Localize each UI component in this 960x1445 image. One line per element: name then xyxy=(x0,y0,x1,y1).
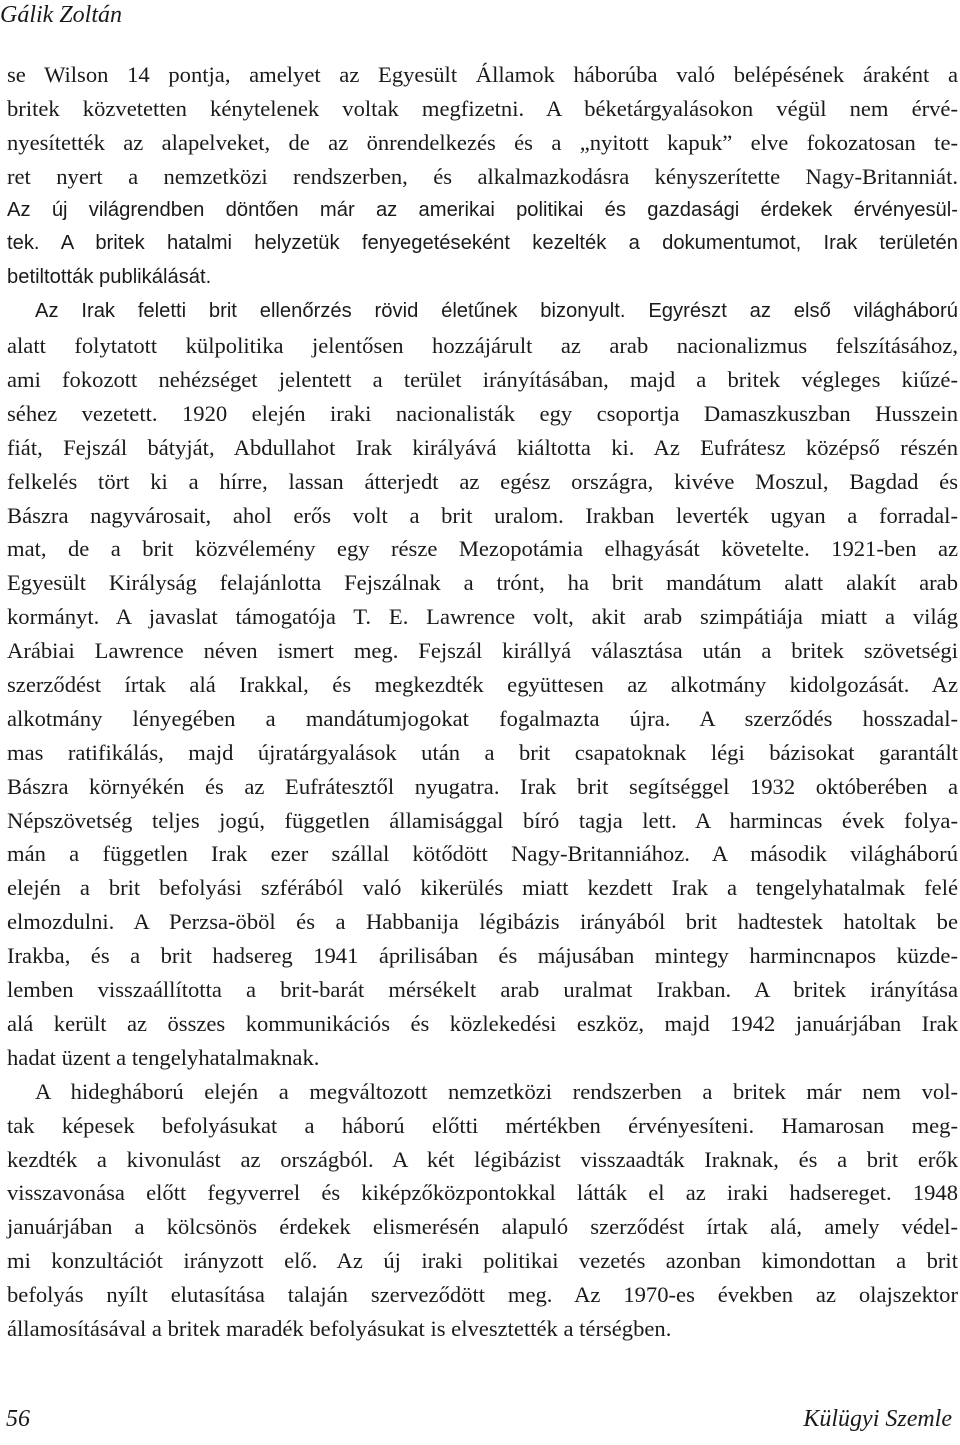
text-line: alatt folytatott külpolitika jelentősen hozzájárult az arab nacionalizmus felszításához, xyxy=(7,333,958,359)
text-line: befolyás nyílt elutasítása talaján szerveződött meg. Az 1970-es években az olajszektor xyxy=(7,1282,958,1308)
text-line: se Wilson 14 pontja, amelyet az Egyesült Államok háborúba való belépésének áraként a xyxy=(7,62,958,87)
text-line: kezdték a kivonulást az országból. A két légibázist visszaadták Iraknak, és a brit erők xyxy=(7,1146,958,1172)
journal-title: Külügyi Szemle xyxy=(803,1406,952,1432)
text-line: lemben visszaállította a brit-barát mérsékelt arab uralmat Irakban. A britek irányítása xyxy=(7,977,958,1003)
text-line: Az Irak feletti brit ellenőrzés rövid életűnek bizonyult. Egyrészt az első világháború xyxy=(35,300,958,323)
text-line: britek közvetetten kénytelenek voltak megfizetni. A béketárgyalásokon végül nem érvé- xyxy=(7,95,958,121)
text-line: januárjában a kölcsönös érdekek elismerésén alapuló szerződést írtak alá, amely védel- xyxy=(7,1214,958,1240)
text-line: Az új világrendben döntően már az amerikai politikai és gazdasági érdekek érvényesül- xyxy=(7,198,958,221)
text-line: A hidegháború elején a megváltozott nemzetközi rendszerben a britek már nem vol- xyxy=(35,1078,958,1104)
text-line: fiát, Fejszál bátyját, Abdullahot Irak királyává kiáltotta ki. Az Eufrátesz középső részén xyxy=(7,434,958,460)
running-head-author: Gálik Zoltán xyxy=(0,2,123,28)
text-line: Irakba, és a brit hadsereg 1941 áprilisában és májusában mintegy harmincnapos küzde- xyxy=(7,943,958,969)
page-number: 56 xyxy=(6,1406,30,1432)
text-line: tak képesek befolyásukat a háború előtti mértékben érvényesíteni. Hamarosan meg- xyxy=(7,1112,958,1138)
text-line: mat, de a brit közvélemény egy része Mezopotámia elhagyását követelte. 1921-ben az xyxy=(7,536,958,562)
text-line: hadat üzent a tengelyhatalmaknak. xyxy=(7,1044,320,1070)
text-line: nyesítették az alapelveket, de az önrendelkezés és a „nyitott kapuk” elve fokozatosan te- xyxy=(7,129,958,155)
text-line: visszavonása előtt fegyverrel és kiképzőközpontokkal látták el az iraki hadsereget. 1948 xyxy=(7,1180,958,1206)
text-line: séhez vezetett. 1920 elején iraki nacionalisták egy csoportja Damaszkuszban Husszein xyxy=(7,400,958,426)
text-line: Egyesült Királyság felajánlotta Fejszálnak a trónt, ha brit mandátum alatt alakít arab xyxy=(7,570,958,596)
text-line: elején a brit befolyási szférából való kikerülés miatt kezdett Irak a tengelyhatalmak felé xyxy=(7,875,958,901)
text-line: ami fokozott nehézséget jelentett a terület irányításában, majd a britek végleges kiűzé- xyxy=(7,367,958,393)
text-line: kormányt. A javaslat támogatója T. E. Lawrence volt, akit arab szimpátiája miatt a világ xyxy=(7,604,958,630)
text-line: mán a független Irak ezer szállal kötődött Nagy-Britanniához. A második világháború xyxy=(7,841,958,867)
text-line: szerződést írtak alá Irakkal, és megkezdték együttesen az alkotmány kidolgozását. Az xyxy=(7,672,958,698)
text-line: Bászra környékén és az Eufrátesztől nyugatra. Irak brit segítséggel 1932 októberében a xyxy=(7,773,958,799)
text-line: államosításával a britek maradék befolyásukat is elvesztették a térségben. xyxy=(7,1315,672,1341)
text-line: felkelés tört ki a hírre, lassan átterjedt az egész országra, kivéve Moszul, Bagdad és xyxy=(7,468,958,494)
text-line: Népszövetség teljes jogú, független államisággal bíró tagja lett. A harmincas évek folya- xyxy=(7,807,958,833)
text-line: Arábiai Lawrence néven ismert meg. Fejszál királlyá választása után a britek szövetségi xyxy=(7,638,958,664)
text-line: betiltották publikálását. xyxy=(7,266,212,289)
text-line: alkotmány lényegében a mandátumjogokat fogalmazta újra. A szerződés hosszadal- xyxy=(7,705,958,731)
text-line: tek. A britek hatalmi helyzetük fenyegetéseként kezelték a dokumentumot, Irak területén xyxy=(7,232,958,255)
article-body xyxy=(7,58,958,1346)
text-line: mas ratifikálás, majd újratárgyalások után a brit csapatoknak légi bázisokat garantált xyxy=(7,739,958,765)
text-line: ret nyert a nemzetközi rendszerben, és alkalmazkodásra kényszerítette Nagy-Britanniát. xyxy=(7,163,958,189)
text-line: mi konzultációt irányzott elő. Az új iraki politikai vezetés azonban kimondottan a brit xyxy=(7,1248,958,1274)
text-line: elmozdulni. A Perzsa-öböl és a Habbanija légibázis irányából brit hadtestek hatoltak be xyxy=(7,909,958,935)
text-line: alá került az összes kommunikációs és közlekedési eszköz, majd 1942 januárjában Irak xyxy=(7,1010,958,1036)
text-line: Bászra nagyvárosait, ahol erős volt a brit uralom. Irakban leverték ugyan a forradal- xyxy=(7,502,958,528)
